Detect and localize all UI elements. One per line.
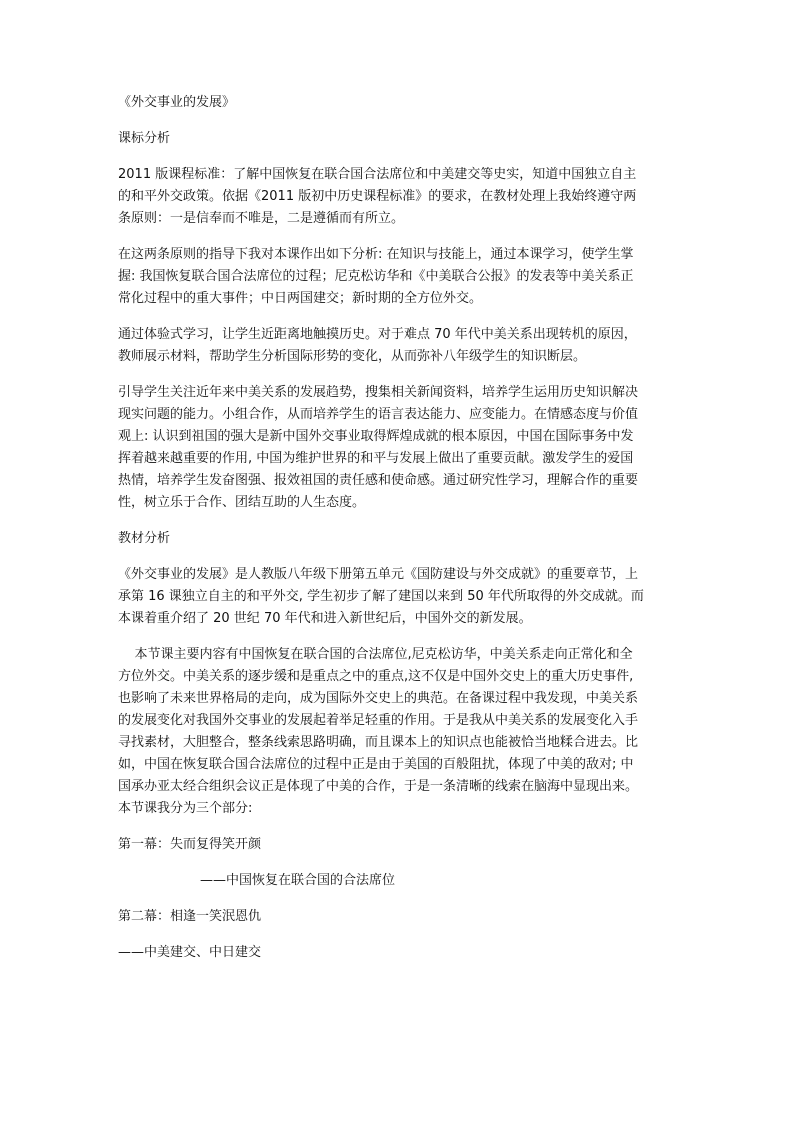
paragraph-line: 握: 我国恢复联合国合法席位的过程；尼克松访华和《中美联合公报》的发表等中美关系正 xyxy=(118,269,634,284)
paragraph-line: 热情，培养学生发奋图强、报效祖国的责任感和使命感。通过研究性学习，理解合作的重要 xyxy=(118,473,639,488)
paragraph-textbook xyxy=(118,564,684,630)
paragraph-line: 现实问题的能力。小组合作，从而培养学生的语言表达能力、应变能力。在情感态度与价值 xyxy=(118,407,639,422)
paragraph-line: 在这两条原则的指导下我对本课作出如下分析: 在知识与技能上，通过本课学习，使学生掌 xyxy=(118,247,634,262)
paragraph-line: 的和平外交政策。依据《2011 版初中历史课程标准》的要求，在教材处理上我始终遵守两 xyxy=(118,189,637,204)
paragraph-experiential xyxy=(118,324,684,368)
paragraph-line: 国承办亚太经合组织会议正是体现了中美的合作，于是一条清晰的线索在脑海中显现出来。 xyxy=(118,779,639,794)
paragraph-line: 也影响了未来世界格局的走向，成为国际外交史上的典范。在备课过程中我发现，中美关系 xyxy=(118,691,639,706)
paragraph-guidance xyxy=(118,382,684,514)
paragraph-line: 寻找素材，大胆整合，整条线索思路明确，而且课本上的知识点也能被恰当地糅合进去。比 xyxy=(118,735,639,750)
paragraph-line: 性，树立乐于合作、团结互助的人生态度。 xyxy=(118,495,366,510)
paragraph-line: 常化过程中的重大事件；中日两国建交；新时期的全方位外交。 xyxy=(118,291,483,306)
paragraph-line: 本节课主要内容有中国恢复在联合国的合法席位,尼克松访华，中美关系走向正常化和全 xyxy=(118,647,633,662)
paragraph-line: 如，中国在恢复联合国合法席位的过程中正是由于美国的百般阻扰，体现了中美的敌对; 中 xyxy=(118,757,634,772)
paragraph-line: 《外交事业的发展》是人教版八年级下册第五单元《国防建设与外交成就》的重要章节，上 xyxy=(118,567,639,582)
paragraph-line: 教师展示材料，帮助学生分析国际形势的变化，从而弥补八年级学生的知识断层。 xyxy=(118,349,587,364)
paragraph-line: 引导学生关注近年来中美关系的发展趋势，搜集相关新闻资料，培养学生运用历史知识解决 xyxy=(118,385,639,400)
paragraph-line: 承第 16 课独立自主的和平外交, 学生初步了解了建国以来到 50 年代所取得的外交成就。而 xyxy=(118,589,644,604)
paragraph-line: 本课着重介绍了 20 世纪 70 年代和进入新世纪后，中国外交的新发展。 xyxy=(118,611,532,626)
paragraph-line: 观上: 认识到祖国的强大是新中国外交事业取得辉煌成就的根本原因，中国在国际事务中发 xyxy=(118,429,634,444)
act-two-subtitle: ——中美建交、中日建交 xyxy=(118,945,262,960)
act-one-subtitle: ——中国恢复在联合国的合法席位 xyxy=(200,873,396,888)
section-heading-textbook: 教材分析 xyxy=(118,531,171,546)
paragraph-line: 条原则：一是信奉而不唯是，二是遵循而有所立。 xyxy=(118,211,405,226)
paragraph-line: 挥着越来越重要的作用, 中国为维护世界的和平与发展上做出了重要贡献。激发学生的爱国 xyxy=(118,451,634,466)
paragraph-line: 方位外交。中美关系的逐步缓和是重点之中的重点,这不仅是中国外交史上的重大历史事件, xyxy=(118,669,634,684)
document-body xyxy=(118,92,684,964)
paragraph-content xyxy=(118,644,684,820)
paragraph-analysis xyxy=(118,244,684,310)
section-heading-curriculum: 课标分析 xyxy=(118,131,171,146)
paragraph-line: 本节课我分为三个部分: xyxy=(118,801,253,816)
paragraph-line: 通过体验式学习，让学生近距离地触摸历史。对于难点 70 年代中美关系出现转机的原因， xyxy=(118,327,637,342)
act-one-heading: 第一幕：失而复得笑开颜 xyxy=(118,837,262,852)
paragraph-line: 2011 版课程标准：了解中国恢复在联合国合法席位和中美建交等史实，知道中国独立自主 xyxy=(118,167,637,182)
act-two-heading: 第二幕：相逢一笑泯恩仇 xyxy=(118,909,262,924)
document-title: 《外交事业的发展》 xyxy=(118,95,236,110)
paragraph-line: 的发展变化对我国外交事业的发展起着举足轻重的作用。于是我从中美关系的发展变化入手 xyxy=(118,713,639,728)
paragraph-standard xyxy=(118,164,684,230)
